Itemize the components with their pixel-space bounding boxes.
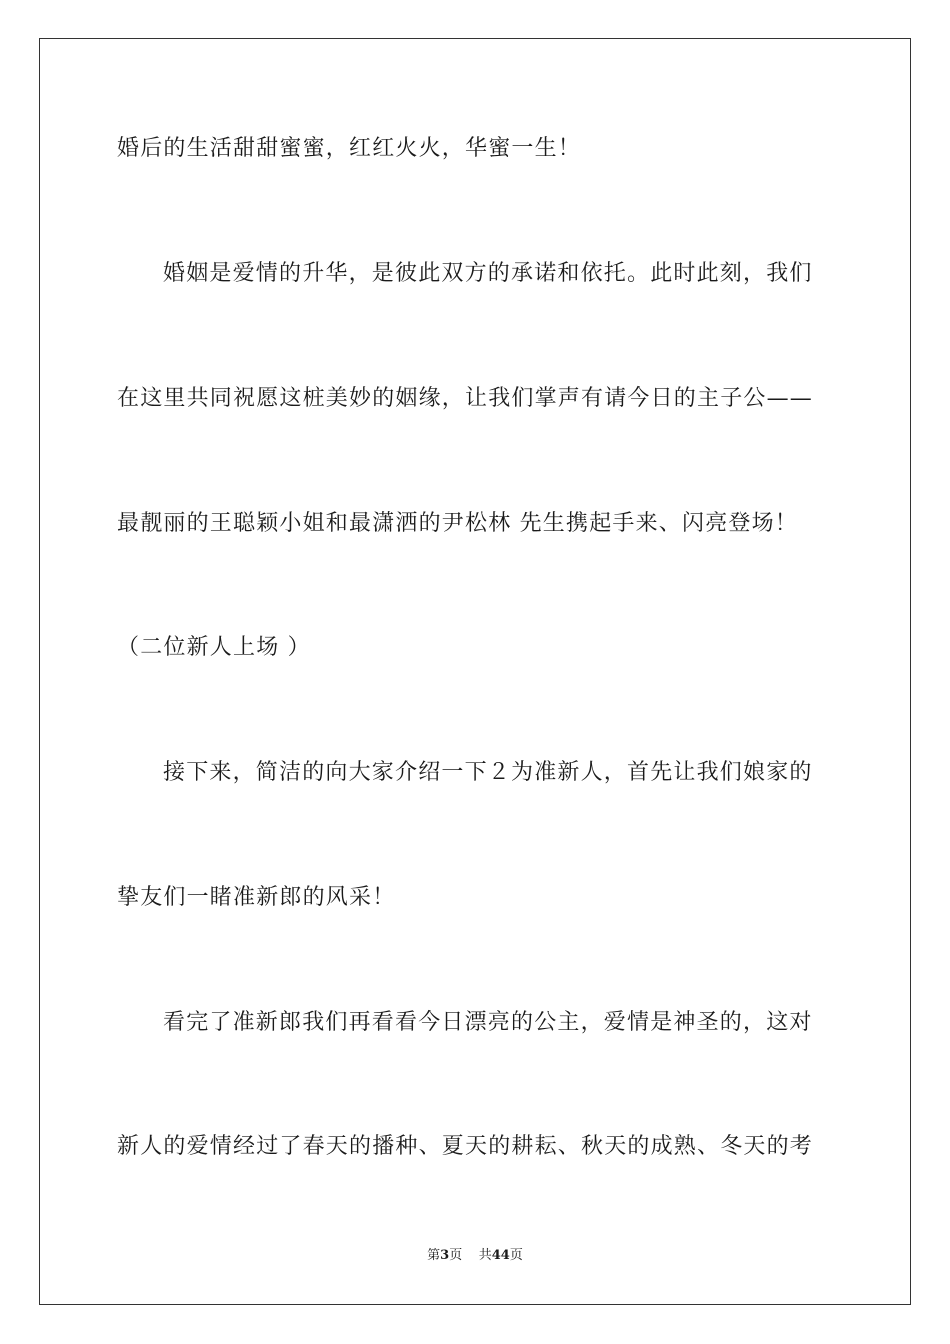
page-suffix: 页 xyxy=(449,1248,463,1263)
text-line: 接下来，简洁的向大家介绍一下２为准新人，首先让我们娘家的 xyxy=(163,760,813,785)
text-line: 看完了准新郎我们再看看今日漂亮的公主，爱情是神圣的，这对 xyxy=(163,1010,813,1035)
page-number: 3 xyxy=(440,1248,450,1263)
text-line: 新人的爱情经过了春天的播种、夏天的耕耘、秋天的成熟、冬天的考 xyxy=(117,1134,814,1159)
text-line: 婚后的生活甜甜蜜蜜，红红火火，华蜜一生！ xyxy=(117,136,582,161)
total-suffix: 页 xyxy=(509,1248,523,1263)
text-line: 最靓丽的王聪颖小姐和最潇洒的尹松林 先生携起手来、闪亮登场！ xyxy=(117,511,798,536)
total-prefix: 共 xyxy=(478,1248,492,1263)
text-line: 在这里共同祝愿这桩美妙的姻缘，让我们掌声有请今日的主子公—— xyxy=(117,386,814,411)
page-footer xyxy=(0,1247,950,1265)
total-pages: 44 xyxy=(491,1248,510,1263)
text-line: （二位新人上场 ） xyxy=(117,635,311,660)
text-line: 挚友们一睹准新郎的风采！ xyxy=(117,885,396,910)
text-line: 婚姻是爱情的升华，是彼此双方的承诺和依托。此时此刻，我们 xyxy=(163,261,813,286)
page-prefix: 第 xyxy=(427,1248,441,1263)
page-border xyxy=(39,38,911,1305)
